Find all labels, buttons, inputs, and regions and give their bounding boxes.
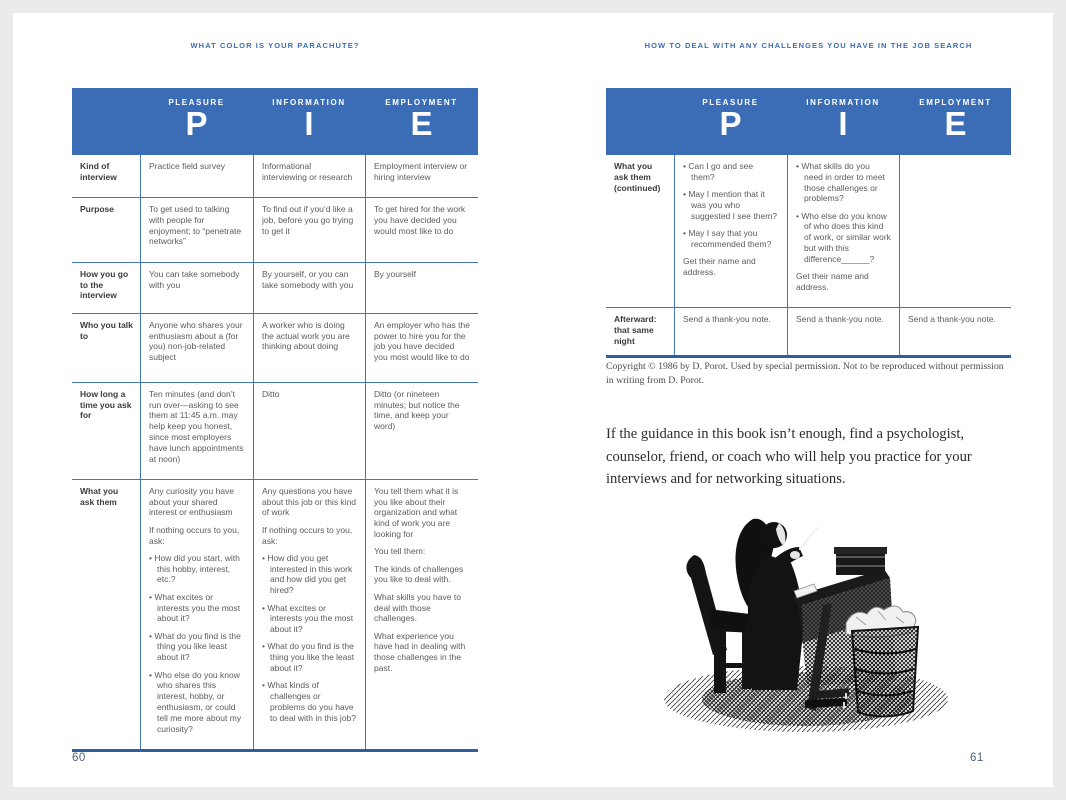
table-row xyxy=(606,307,1011,355)
pie-table-right xyxy=(606,88,1011,358)
row-label: How you go to the interview xyxy=(80,268,129,301)
cell-paragraph: You can take somebody with you xyxy=(149,268,240,290)
table-cell xyxy=(253,263,365,313)
cell-paragraph: Anyone who shares your enthusiasm about a (for you) non-job-related subject xyxy=(149,319,243,363)
table-cell xyxy=(140,383,253,479)
column-header-pleasure: PLEASURE xyxy=(702,98,759,107)
table-cell xyxy=(365,314,478,382)
column-header-pleasure: PLEASURE xyxy=(168,98,225,107)
row-label: Purpose xyxy=(80,204,115,215)
advice-paragraph: If the guidance in this book isn’t enough, find a psychologist, counselor, friend, or coach who will help you practice for your interviews and for networking situations. xyxy=(606,426,972,487)
table-header-band xyxy=(72,88,478,155)
cell-paragraph: Send a thank-you note. xyxy=(683,314,771,325)
column-header-employment: EMPLOYMENT xyxy=(919,98,992,107)
cell-paragraph: Employment interview or hiring interview xyxy=(374,161,468,182)
row-label: Kind of interview xyxy=(80,161,117,182)
table-cell xyxy=(365,155,478,197)
table-cell xyxy=(253,480,365,749)
cell-paragraph: A worker who is doing the actual work you are thinking about doing xyxy=(262,319,350,352)
cell-paragraph: • How did you get interested in this work and how did you get hired? xyxy=(262,552,353,596)
cell-paragraph: Send a thank-you note. xyxy=(908,314,996,325)
table-cell xyxy=(140,263,253,313)
cell-paragraph: By yourself, or you can take somebody with you xyxy=(262,268,354,290)
pie-letter-e: E xyxy=(410,105,433,142)
copyright-note: Copyright © 1986 by D. Porot. Used by special permission. Not to be reproduced without permission in writing from D. Porot. xyxy=(606,361,1004,386)
cell-paragraph: By yourself xyxy=(374,268,417,279)
table-cell xyxy=(253,155,365,197)
pie-letter-i: I xyxy=(838,105,848,142)
table-row xyxy=(72,262,478,313)
table-row xyxy=(606,155,1011,307)
table-cell xyxy=(253,383,365,479)
table-cell xyxy=(140,480,253,749)
cell-paragraph: If nothing occurs to you, ask: xyxy=(149,524,240,546)
table-row xyxy=(72,313,478,382)
cell-paragraph: Ten minutes (and don’t run over—asking to see them at 11:45 a.m. may help keep you honest, since most employers have lunch appointments at noon) xyxy=(149,388,244,464)
cell-paragraph: Informational interviewing or research xyxy=(262,161,353,182)
cell-paragraph: • What do you find is the thing you like the least about it? xyxy=(262,641,355,674)
cell-paragraph: • Can I go and see them? xyxy=(683,161,754,182)
left-running-head: WHAT COLOR IS YOUR PARACHUTE? xyxy=(190,41,360,50)
cell-paragraph: • What do you find is the thing you like least about it? xyxy=(149,630,241,663)
cell-paragraph: Practice field survey xyxy=(149,161,226,171)
row-label: How long a time you ask for xyxy=(80,388,132,421)
cell-paragraph: You tell them what it is you like about their organization and what kind of work you are looking for xyxy=(374,485,459,540)
cell-paragraph: If nothing occurs to you, ask: xyxy=(262,524,353,546)
cell-paragraph: Send a thank-you note. xyxy=(796,314,884,325)
column-header-information: INFORMATION xyxy=(272,98,346,107)
table-cell xyxy=(787,155,899,307)
cell-paragraph: Any curiosity you have about your shared interest or enthusiasm xyxy=(149,485,235,518)
row-label: Afterward: that same night xyxy=(614,314,657,346)
table-header-band xyxy=(606,88,1011,155)
table-body xyxy=(72,155,478,749)
page-number-right: 61 xyxy=(970,752,984,764)
cell-paragraph: An employer who has the power to hire you for the job you have decided you most would like to do xyxy=(374,319,470,363)
table-row xyxy=(72,479,478,749)
row-label: Who you talk to xyxy=(80,319,133,341)
table-cell xyxy=(365,263,478,313)
cell-paragraph: • Who else do you know of who does this kind of work, or similar work but with this difference______? xyxy=(796,210,891,264)
pie-letter-p: P xyxy=(719,105,742,142)
table-cell xyxy=(674,308,787,355)
table-cell xyxy=(787,308,899,355)
pie-letter-e: E xyxy=(944,105,967,142)
cell-paragraph: You tell them: xyxy=(374,546,426,557)
column-header-information: INFORMATION xyxy=(806,98,880,107)
cell-paragraph: Get their name and address. xyxy=(796,271,869,292)
table-row xyxy=(72,382,478,479)
table-cell xyxy=(365,383,478,479)
table-cell xyxy=(899,155,1012,307)
table-row xyxy=(72,155,478,197)
table-cell xyxy=(140,155,253,197)
cell-paragraph: Ditto (or nineteen minutes; but notice the time, and keep your word) xyxy=(374,388,460,432)
page-number-left: 60 xyxy=(72,752,86,764)
table-cell xyxy=(253,314,365,382)
table-cell xyxy=(140,198,253,262)
right-running-head: HOW TO DEAL WITH ANY CHALLENGES YOU HAVE IN THE JOB SEARCH xyxy=(644,41,973,50)
table-row xyxy=(72,197,478,262)
table-cell xyxy=(365,198,478,262)
table-body xyxy=(606,155,1011,355)
cell-paragraph: • What excites or interests you the most about it? xyxy=(149,591,241,624)
cell-paragraph: • How did you start, with this hobby, interest, etc.? xyxy=(149,552,240,585)
cell-paragraph: What skills you have to deal with those challenges. xyxy=(374,591,461,624)
pie-letter-p: P xyxy=(185,105,208,142)
table-cell xyxy=(140,314,253,382)
table-cell xyxy=(253,198,365,262)
row-label: What you ask them (continued) xyxy=(614,161,661,193)
thinking-writer-engraving xyxy=(656,503,952,735)
row-label: What you ask them xyxy=(80,485,119,507)
cell-paragraph: • What excites or interests you the most about it? xyxy=(262,602,354,635)
cell-paragraph: What experience you have had in dealing with those challenges in the past. xyxy=(374,630,466,674)
column-header-employment: EMPLOYMENT xyxy=(385,98,458,107)
cell-paragraph: The kinds of challenges you like to deal with. xyxy=(374,563,464,585)
cell-paragraph: To get used to talking with people for enjoyment; to “penetrate networks” xyxy=(149,204,242,247)
table-cell xyxy=(899,308,1012,355)
cell-paragraph: • May I say that you recommended them? xyxy=(683,227,772,249)
cell-paragraph: • What kinds of challenges or problems do you have to deal with in this job? xyxy=(262,680,356,723)
cell-paragraph: Any questions you have about this job or this kind of work xyxy=(262,485,357,518)
cell-paragraph: • What skills do you need in order to meet those challenges or problems? xyxy=(796,161,885,204)
cell-paragraph: Ditto xyxy=(262,388,280,399)
cell-paragraph: To find out if you’d like a job, before you go trying to get it xyxy=(262,204,354,236)
table-cell xyxy=(674,155,787,307)
table-cell xyxy=(365,480,478,749)
pie-table-left xyxy=(72,88,478,752)
cell-paragraph: • May I mention that it was you who suggested I see them? xyxy=(683,189,778,221)
pie-letter-i: I xyxy=(304,105,314,142)
cell-paragraph: • Who else do you know who shares this interest, hobby, or enthusiasm, or could tell me more about my curiosity? xyxy=(149,669,242,734)
cell-paragraph: Get their name and address. xyxy=(683,256,756,277)
cell-paragraph: To get hired for the work you have decided you would most like to do xyxy=(374,204,466,236)
